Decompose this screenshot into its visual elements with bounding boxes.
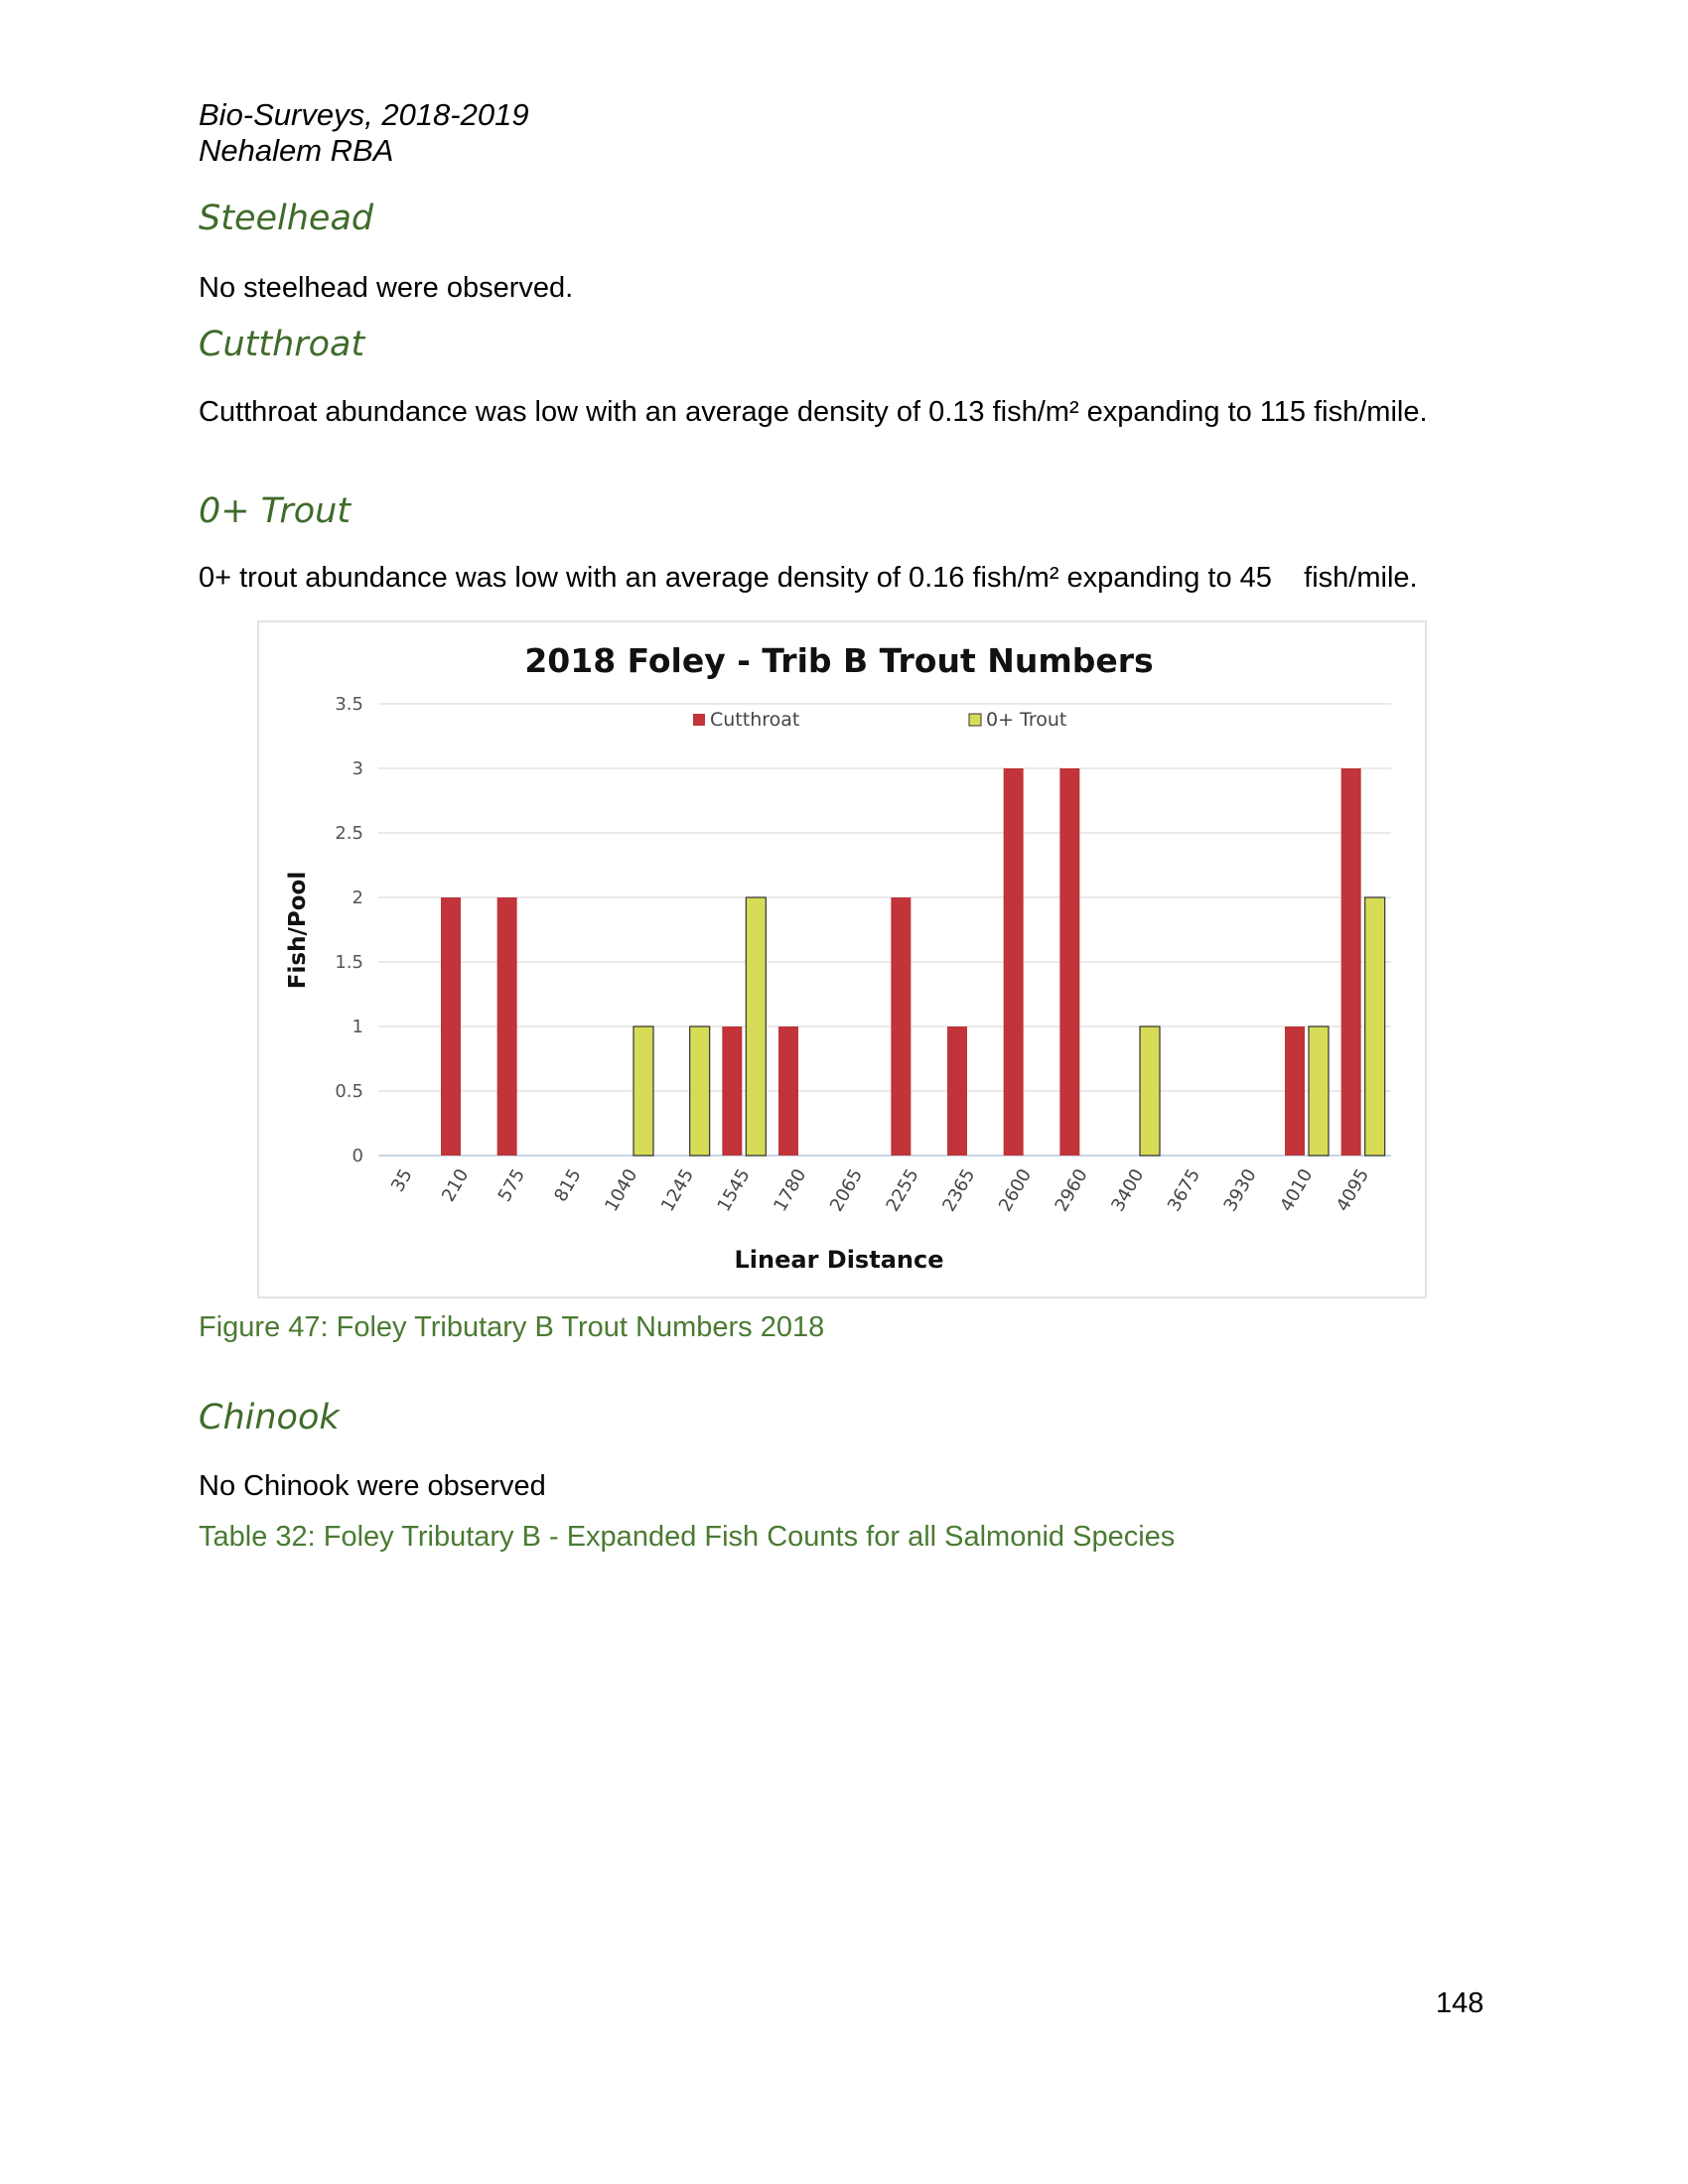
trout-heading: 0+ Trout (199, 491, 352, 531)
x-tick-label: 815 (550, 1165, 586, 1206)
cutthroat-bar (1341, 768, 1361, 1156)
y-tick-label: 3 (352, 758, 363, 779)
cutthroat-bar (891, 897, 911, 1156)
cutthroat-bar (722, 1026, 742, 1156)
x-tick-label: 4010 (1276, 1165, 1318, 1216)
legend-swatch (969, 714, 981, 726)
x-tick-label: 210 (437, 1165, 474, 1206)
steelhead-text: No steelhead were observed. (199, 272, 574, 304)
bar-chart (259, 622, 1425, 1297)
x-tick-label: 3675 (1163, 1165, 1204, 1216)
x-axis-label: Linear Distance (734, 1246, 944, 1274)
x-tick-labels (387, 1165, 1373, 1215)
cutthroat-text: Cutthroat abundance was low with an average density of 0.13 fish/m² expanding to 115 fish/mile. (199, 396, 1428, 428)
x-tick-label: 4095 (1332, 1165, 1373, 1216)
y-axis-label: Fish/Pool (285, 871, 311, 990)
legend (693, 709, 1066, 731)
x-tick-label: 1545 (713, 1165, 755, 1216)
cutthroat-bar (778, 1026, 798, 1156)
x-tick-label: 35 (387, 1165, 417, 1196)
gridlines (378, 704, 1391, 1156)
x-tick-label: 2065 (825, 1165, 867, 1216)
legend-swatch (693, 714, 705, 726)
y-tick-labels (335, 694, 363, 1166)
cutthroat-bar (1285, 1026, 1305, 1156)
y-tick-label: 2.5 (335, 823, 363, 844)
cutthroat-bar (497, 897, 517, 1156)
x-tick-label: 1780 (770, 1165, 811, 1216)
y-tick-label: 1.5 (335, 952, 363, 973)
trout-text: 0+ trout abundance was low with an average density of 0.16 fish/m² expanding to 45 fish/mile. (199, 562, 1418, 594)
x-tick-label: 2255 (882, 1165, 923, 1216)
header-title: Bio-Surveys, 2018-2019 (199, 97, 529, 132)
legend-label: Cutthroat (710, 709, 800, 731)
chinook-heading: Chinook (199, 1398, 340, 1437)
x-tick-label: 2600 (994, 1165, 1036, 1216)
chart-container (257, 620, 1427, 1298)
x-tick-label: 2365 (938, 1165, 980, 1216)
cutthroat-bar (1004, 768, 1024, 1156)
y-tick-label: 0 (352, 1146, 363, 1166)
cutthroat-bar (441, 897, 461, 1156)
trout-bar (1309, 1026, 1329, 1156)
x-tick-label: 1040 (601, 1165, 642, 1216)
y-tick-label: 0.5 (335, 1081, 363, 1102)
trout-bar (690, 1026, 710, 1156)
steelhead-heading: Steelhead (199, 199, 374, 238)
page-number: 148 (1436, 1987, 1484, 2019)
x-tick-label: 575 (493, 1165, 529, 1206)
y-tick-label: 2 (352, 887, 363, 908)
header-subtitle: Nehalem RBA (199, 133, 394, 168)
y-tick-label: 1 (352, 1017, 363, 1037)
trout-bar (1365, 897, 1385, 1156)
x-tick-label: 3400 (1107, 1165, 1149, 1216)
cutthroat-bar (1059, 768, 1079, 1156)
running-header (199, 97, 529, 169)
y-tick-label: 3.5 (335, 694, 363, 715)
cutthroat-bar (947, 1026, 967, 1156)
chinook-text: No Chinook were observed (199, 1470, 546, 1502)
table-caption: Table 32: Foley Tributary B - Expanded Fish Counts for all Salmonid Species (199, 1521, 1176, 1553)
legend-label: 0+ Trout (986, 709, 1067, 731)
x-tick-label: 1245 (656, 1165, 698, 1216)
figure-caption: Figure 47: Foley Tributary B Trout Numbers 2018 (199, 1311, 825, 1343)
cutthroat-heading: Cutthroat (199, 325, 365, 364)
trout-bar (746, 897, 766, 1156)
x-tick-label: 2960 (1051, 1165, 1092, 1216)
trout-bar (633, 1026, 653, 1156)
chart-title: 2018 Foley - Trib B Trout Numbers (524, 641, 1154, 680)
trout-bar (1140, 1026, 1160, 1156)
x-tick-label: 3930 (1219, 1165, 1261, 1216)
